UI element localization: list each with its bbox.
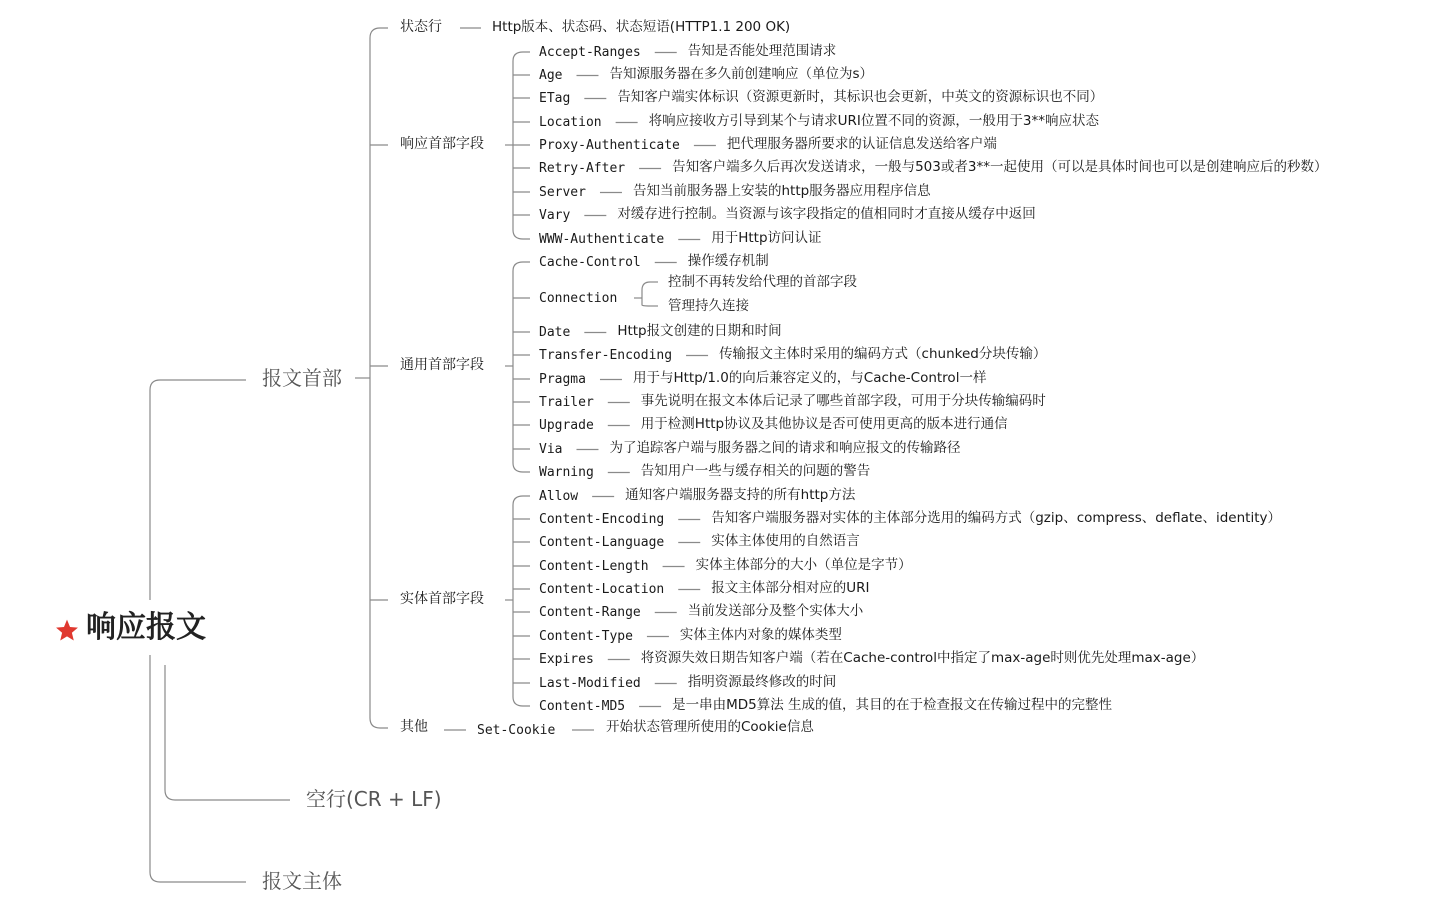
field-trailer[interactable]: Trailer xyxy=(539,395,594,410)
set-cookie-desc: 开始状态管理所使用的Cookie信息 xyxy=(606,719,814,735)
field-content-encoding[interactable]: Content-Encoding xyxy=(539,512,665,527)
desc-last-modified: 指明资源最终修改的时间 xyxy=(687,674,837,690)
desc-content-md5: 是一串由MD5算法 生成的值，其目的在于检查报文在传输过程中的完整性 xyxy=(672,697,1113,713)
field-etag[interactable]: ETag xyxy=(539,91,571,106)
field-connection[interactable]: Connection xyxy=(539,291,618,306)
star-icon xyxy=(54,618,80,643)
field-via[interactable]: Via xyxy=(539,442,563,457)
desc-warning: 告知用户一些与缓存相关的问题的警告 xyxy=(640,463,871,479)
desc-allow: 通知客户端服务器支持的所有http方法 xyxy=(625,487,856,503)
field-cache-control[interactable]: Cache-Control xyxy=(539,255,641,270)
field-accept-ranges[interactable]: Accept-Ranges xyxy=(539,45,641,60)
desc-vary: 对缓存进行控制。当资源与该字段指定的值相同时才直接从缓存中返回 xyxy=(617,206,1036,222)
node-response-fields[interactable]: 响应首部字段 xyxy=(400,136,484,152)
desc-accept-ranges: 告知是否能处理范围请求 xyxy=(687,43,837,59)
field-set-cookie[interactable]: Set-Cookie xyxy=(477,723,556,738)
field-content-location[interactable]: Content-Location xyxy=(539,582,665,597)
desc-transfer-encoding: 传输报文主体时采用的编码方式（chunked分块传输） xyxy=(719,346,1047,362)
field-server[interactable]: Server xyxy=(539,185,586,200)
field-vary[interactable]: Vary xyxy=(539,208,571,223)
desc-expires: 将资源失效日期告知客户端（若在Cache-control中指定了max-age时则优先处理max-age） xyxy=(640,650,1205,666)
field-age[interactable]: Age xyxy=(539,68,563,83)
desc-server: 告知当前服务器上安装的http服务器应用程序信息 xyxy=(632,183,931,199)
status-line-desc: Http版本、状态码、状态短语(HTTP1.1 200 OK) xyxy=(492,19,791,35)
node-entity-fields[interactable]: 实体首部字段 xyxy=(400,591,484,607)
field-expires[interactable]: Expires xyxy=(539,652,594,667)
desc-retry-after: 告知客户端多久后再次发送请求，一般与503或者3**一起使用（可以是具体时间也可以是创建响应后的秒数） xyxy=(672,159,1328,175)
field-content-language[interactable]: Content-Language xyxy=(539,535,665,550)
field-date[interactable]: Date xyxy=(539,325,571,340)
desc-cache-control: 操作缓存机制 xyxy=(687,253,769,269)
desc-upgrade: 用于检测Http协议及其他协议是否可使用更高的版本进行通信 xyxy=(640,416,1008,432)
desc-content-language: 实体主体使用的自然语言 xyxy=(711,533,860,549)
connection-sub-2: 管理持久连接 xyxy=(668,298,749,314)
desc-www-authenticate: 用于Http访问认证 xyxy=(711,230,822,246)
field-content-range[interactable]: Content-Range xyxy=(539,605,641,620)
desc-location: 将响应接收方引导到某个与请求URI位置不同的资源，一般用于3**响应状态 xyxy=(648,113,1099,129)
branch-blank-line[interactable]: 空行(CR + LF) xyxy=(306,787,442,811)
field-pragma[interactable]: Pragma xyxy=(539,372,586,387)
field-content-length[interactable]: Content-Length xyxy=(539,559,649,574)
field-warning[interactable]: Warning xyxy=(539,465,594,480)
desc-content-range: 当前发送部分及整个实体大小 xyxy=(687,603,864,619)
node-status-line[interactable]: 状态行 xyxy=(400,19,442,35)
field-content-md5[interactable]: Content-MD5 xyxy=(539,699,626,714)
field-www-authenticate[interactable]: WWW-Authenticate xyxy=(539,232,665,247)
field-retry-after[interactable]: Retry-After xyxy=(539,161,626,176)
desc-content-location: 报文主体部分相对应的URI xyxy=(711,580,870,596)
field-transfer-encoding[interactable]: Transfer-Encoding xyxy=(539,348,673,363)
field-last-modified[interactable]: Last-Modified xyxy=(539,676,641,691)
field-allow[interactable]: Allow xyxy=(539,489,579,504)
field-content-type[interactable]: Content-Type xyxy=(539,629,633,644)
connection-sub-1: 控制不再转发给代理的首部字段 xyxy=(668,274,857,290)
desc-date: Http报文创建的日期和时间 xyxy=(617,323,782,339)
desc-content-encoding: 告知客户端服务器对实体的主体部分选用的编码方式（gzip、compress、deflate、identity） xyxy=(711,510,1281,526)
desc-pragma: 用于与Http/1.0的向后兼容定义的，与Cache-Control一样 xyxy=(632,370,987,386)
desc-content-length: 实体主体部分的大小（单位是字节） xyxy=(695,557,912,573)
desc-via: 为了追踪客户端与服务器之间的请求和响应报文的传输路径 xyxy=(609,440,961,456)
desc-proxy-authenticate: 把代理服务器所要求的认证信息发送给客户端 xyxy=(726,136,997,152)
field-upgrade[interactable]: Upgrade xyxy=(539,418,594,433)
field-proxy-authenticate[interactable]: Proxy-Authenticate xyxy=(539,138,680,153)
desc-etag: 告知客户端实体标识（资源更新时，其标识也会更新，中英文的资源标识也不同） xyxy=(617,89,1104,105)
desc-trailer: 事先说明在报文本体后记录了哪些首部字段，可用于分块传输编码时 xyxy=(640,393,1046,409)
desc-content-type: 实体主体内对象的媒体类型 xyxy=(679,627,842,643)
node-other[interactable]: 其他 xyxy=(400,719,428,735)
branch-body[interactable]: 报文主体 xyxy=(262,869,342,893)
field-location[interactable]: Location xyxy=(539,115,602,130)
desc-age: 告知源服务器在多久前创建响应（单位为s） xyxy=(609,66,874,82)
branch-header[interactable]: 报文首部 xyxy=(262,366,342,390)
node-general-fields[interactable]: 通用首部字段 xyxy=(400,357,484,373)
root-node[interactable]: 响应报文 xyxy=(86,610,206,645)
